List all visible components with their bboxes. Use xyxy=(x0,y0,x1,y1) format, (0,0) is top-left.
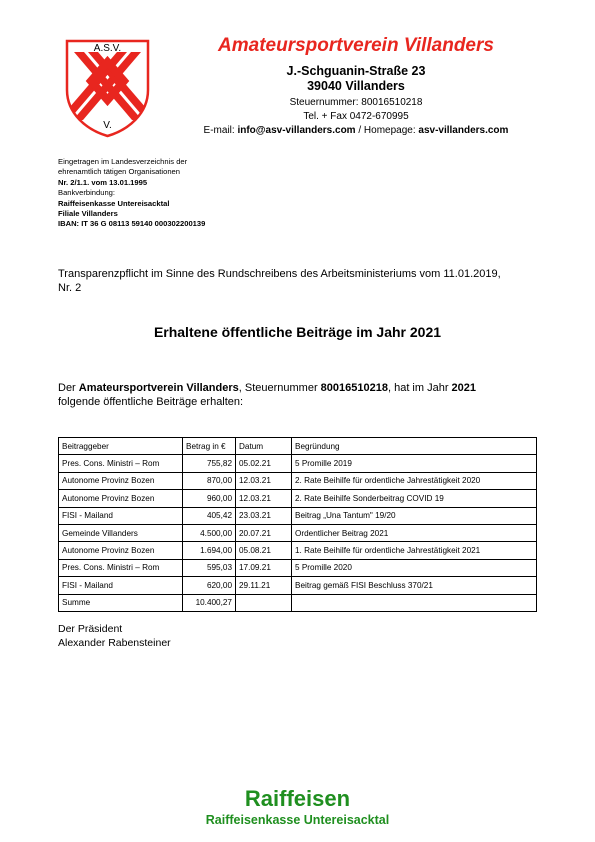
intro-text: Transparenzpflicht im Sinne des Rundschreibens des Arbeitsministeriums vom 11.01.2019, Nr. 2 xyxy=(58,268,501,294)
bank-branch: Filiale Villanders xyxy=(58,209,118,219)
total-value: 10.400,27 xyxy=(183,594,236,611)
email-label: E-mail: xyxy=(203,125,238,136)
para-year: 2021 xyxy=(451,382,477,394)
table-cell-donor: Autonome Provinz Bozen xyxy=(59,490,183,507)
table-cell-amount: 755,82 xyxy=(183,455,236,472)
registration-line: ehrenamtlich tätigen Organisationen xyxy=(58,167,180,177)
table-cell-reason: Beitrag „Una Tantum" 19/20 xyxy=(292,507,537,524)
table-cell-amount: 595,03 xyxy=(183,559,236,576)
table-cell-reason: 5 Promille 2019 xyxy=(292,455,537,472)
table-row xyxy=(59,507,537,524)
table-cell-amount: 4.500,00 xyxy=(183,524,236,541)
street-address: J.-Schguanin-Straße 23 xyxy=(286,64,426,78)
table-row xyxy=(59,524,537,541)
president-name: Alexander Rabensteiner xyxy=(58,637,171,649)
signature-block xyxy=(58,622,171,650)
intro-paragraph xyxy=(58,381,538,409)
table-cell-amount: 870,00 xyxy=(183,472,236,489)
bank-name: Raiffeisenkasse Untereisacktal xyxy=(58,198,170,208)
homepage-link[interactable]: asv-villanders.com xyxy=(418,125,509,136)
table-cell-date: 29.11.21 xyxy=(236,577,292,594)
table-cell-amount: 620,00 xyxy=(183,577,236,594)
table-row xyxy=(59,490,537,507)
bank-brand-logo: Raiffeisen xyxy=(244,786,351,811)
table-cell-date: 20.07.21 xyxy=(236,524,292,541)
table-cell-donor: Pres. Cons. Ministri – Rom xyxy=(59,559,183,576)
table-cell-date: 12.03.21 xyxy=(236,490,292,507)
header-cell: Betrag in € xyxy=(183,438,236,455)
table-cell-reason: 1. Rate Beihilfe für ordentliche Jahrestätigkeit 2021 xyxy=(292,542,537,559)
email-link[interactable]: info@asv-villanders.com xyxy=(237,125,356,136)
table-cell-date: 23.03.21 xyxy=(236,507,292,524)
registration-number: Nr. 2/1.1. vom 13.01.1995 xyxy=(58,177,148,187)
para-text: folgende öffentliche Beiträge erhalten: xyxy=(58,396,244,408)
table-row xyxy=(59,559,537,576)
logo-text-bottom: V. xyxy=(103,120,112,131)
para-text: , Steuernummer xyxy=(238,382,321,394)
contributions-table xyxy=(58,437,537,612)
table-cell-amount: 405,42 xyxy=(183,507,236,524)
table-cell-date: 17.09.21 xyxy=(236,559,292,576)
table-cell-reason: 5 Promille 2020 xyxy=(292,559,537,576)
club-logo xyxy=(64,38,151,138)
registration-block xyxy=(58,157,205,230)
table-cell-donor: Pres. Cons. Ministri – Rom xyxy=(59,455,183,472)
contact-line xyxy=(150,125,562,136)
total-label: Summe xyxy=(59,594,183,611)
para-text: , hat im Jahr xyxy=(387,382,452,394)
tax-number: Steuernummer: 80016510218 xyxy=(289,97,423,108)
table-cell-donor: FISI - Mailand xyxy=(59,507,183,524)
table-cell-donor: FISI - Mailand xyxy=(59,577,183,594)
table-cell-amount: 1.694,00 xyxy=(183,542,236,559)
table-cell-donor: Autonome Provinz Bozen xyxy=(59,472,183,489)
president-title: Der Präsident xyxy=(58,623,123,635)
table-header-row xyxy=(59,438,537,455)
para-tax-number: 80016510218 xyxy=(320,382,388,394)
table-row xyxy=(59,455,537,472)
table-row xyxy=(59,472,537,489)
empty-cell xyxy=(292,594,537,611)
bank-footer-name: Raiffeisenkasse Untereisacktal xyxy=(205,813,390,827)
header-cell: Beitraggeber xyxy=(59,438,183,455)
table-cell-date: 05.02.21 xyxy=(236,455,292,472)
homepage-label: / Homepage: xyxy=(355,125,419,136)
registration-line: Eingetragen im Landesverzeichnis der xyxy=(58,157,188,166)
table-cell-donor: Autonome Provinz Bozen xyxy=(59,542,183,559)
table-cell-date: 05.08.21 xyxy=(236,542,292,559)
table-cell-reason: 2. Rate Beihilfe für ordentliche Jahrestätigkeit 2020 xyxy=(292,472,537,489)
header-cell: Begründung xyxy=(292,438,537,455)
bank-iban: IBAN: IT 36 G 08113 59140 000302200139 xyxy=(58,219,206,229)
table-cell-amount: 960,00 xyxy=(183,490,236,507)
header-cell: Datum xyxy=(236,438,292,455)
club-name: Amateursportverein Villanders xyxy=(218,35,494,56)
table-cell-reason: Beitrag gemäß FISI Beschluss 370/21 xyxy=(292,577,537,594)
phone-number: Tel. + Fax 0472-670995 xyxy=(303,111,409,122)
document-heading: Erhaltene öffentliche Beiträge im Jahr 2021 xyxy=(153,324,442,340)
city-address: 39040 Villanders xyxy=(307,79,405,93)
table-row xyxy=(59,542,537,559)
para-club: Amateursportverein Villanders xyxy=(78,382,239,394)
table-row xyxy=(59,577,537,594)
table-total-row xyxy=(59,594,537,611)
para-text: Der xyxy=(58,382,79,394)
bank-label: Bankverbindung: xyxy=(58,188,115,198)
logo-text-top: A.S.V. xyxy=(93,43,122,54)
table-cell-reason: 2. Rate Beihilfe Sonderbeitrag COVID 19 xyxy=(292,490,537,507)
table-cell-donor: Gemeinde Villanders xyxy=(59,524,183,541)
table-cell-reason: Ordentlicher Beitrag 2021 xyxy=(292,524,537,541)
table-cell-date: 12.03.21 xyxy=(236,472,292,489)
empty-cell xyxy=(236,594,292,611)
